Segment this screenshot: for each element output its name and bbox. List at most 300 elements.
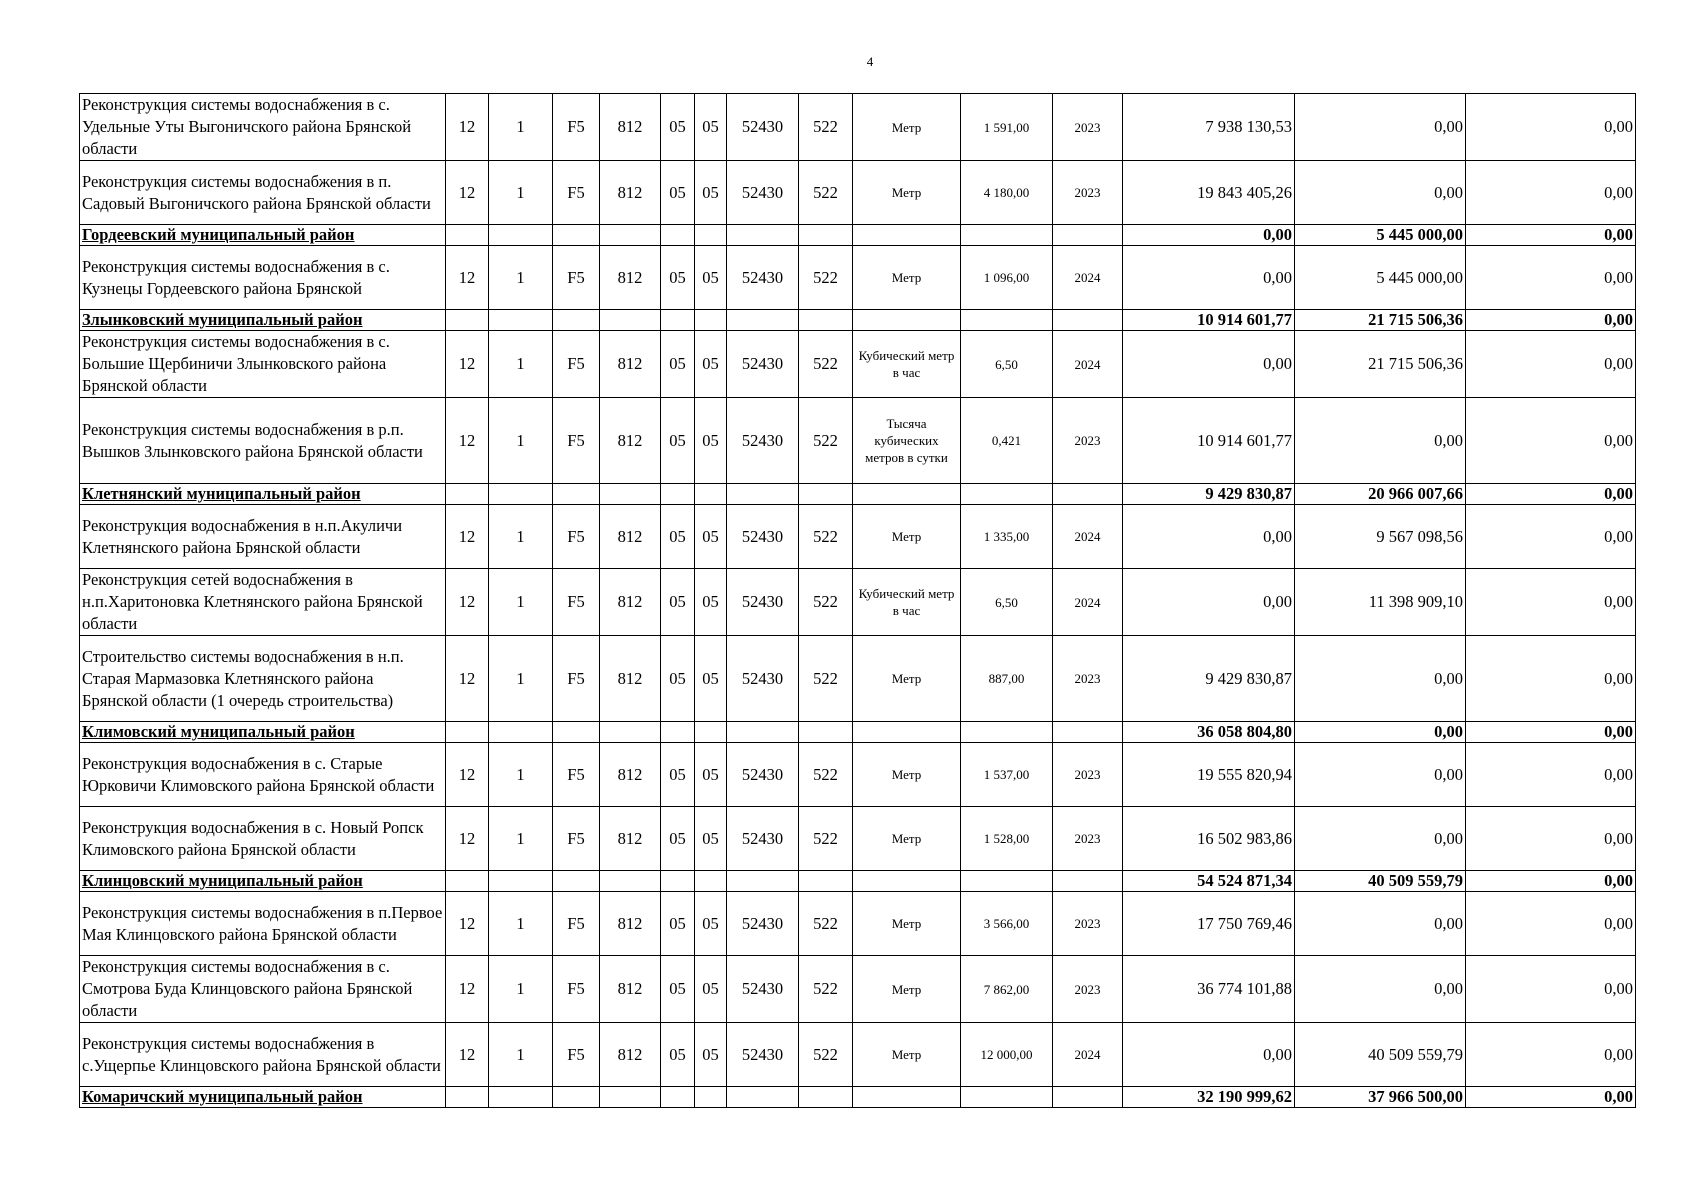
- code-cell: F5: [553, 161, 600, 225]
- code-cell: 05: [695, 892, 727, 956]
- code-cell: 812: [600, 1023, 661, 1087]
- amount-cell: 19 843 405,26: [1123, 161, 1295, 225]
- amount-cell: 0,00: [1466, 1087, 1636, 1108]
- code-cell: 522: [799, 246, 853, 310]
- code-cell: [695, 871, 727, 892]
- unit-cell: Метр: [853, 636, 961, 722]
- unit-cell: [853, 310, 961, 331]
- quantity-cell: [961, 722, 1053, 743]
- code-cell: [446, 722, 489, 743]
- amount-cell: 36 058 804,80: [1123, 722, 1295, 743]
- amount-cell: 0,00: [1295, 161, 1466, 225]
- amount-cell: 0,00: [1295, 743, 1466, 807]
- code-cell: [553, 871, 600, 892]
- amount-cell: 0,00: [1466, 956, 1636, 1023]
- code-cell: [446, 1087, 489, 1108]
- code-cell: [661, 310, 695, 331]
- quantity-cell: 3 566,00: [961, 892, 1053, 956]
- code-cell: [600, 871, 661, 892]
- code-cell: 05: [661, 94, 695, 161]
- code-cell: 05: [695, 743, 727, 807]
- code-cell: 812: [600, 807, 661, 871]
- quantity-cell: [961, 310, 1053, 331]
- code-cell: [489, 871, 553, 892]
- code-cell: 05: [661, 505, 695, 569]
- row-name-cell: Реконструкция водоснабжения в н.п.Акуличи Клетнянского района Брянской области: [80, 505, 446, 569]
- year-cell: 2024: [1053, 246, 1123, 310]
- amount-cell: 0,00: [1466, 807, 1636, 871]
- code-cell: 05: [661, 1023, 695, 1087]
- code-cell: 52430: [727, 398, 799, 484]
- section-total-row: [80, 484, 1636, 505]
- row-name-cell: Комаричский муниципальный район: [80, 1087, 446, 1108]
- amount-cell: 9 567 098,56: [1295, 505, 1466, 569]
- code-cell: 52430: [727, 807, 799, 871]
- table-row: [80, 1023, 1636, 1087]
- code-cell: 05: [661, 246, 695, 310]
- unit-cell: Метр: [853, 161, 961, 225]
- row-name-cell: Реконструкция водоснабжения в с. Новый Ропск Климовского района Брянской области: [80, 807, 446, 871]
- code-cell: 522: [799, 331, 853, 398]
- table-row: [80, 956, 1636, 1023]
- code-cell: 522: [799, 892, 853, 956]
- amount-cell: 21 715 506,36: [1295, 331, 1466, 398]
- code-cell: 52430: [727, 505, 799, 569]
- code-cell: 522: [799, 1023, 853, 1087]
- unit-cell: Метр: [853, 94, 961, 161]
- code-cell: 05: [695, 956, 727, 1023]
- year-cell: [1053, 310, 1123, 331]
- year-cell: 2023: [1053, 94, 1123, 161]
- code-cell: 52430: [727, 569, 799, 636]
- unit-cell: [853, 225, 961, 246]
- amount-cell: 5 445 000,00: [1295, 225, 1466, 246]
- code-cell: [799, 1087, 853, 1108]
- amount-cell: 0,00: [1466, 743, 1636, 807]
- year-cell: 2023: [1053, 956, 1123, 1023]
- row-name-cell: Реконструкция системы водоснабжения в с. Большие Щербиничи Злынковского района Брянской области: [80, 331, 446, 398]
- code-cell: 12: [446, 94, 489, 161]
- code-cell: 05: [661, 743, 695, 807]
- amount-cell: 0,00: [1466, 246, 1636, 310]
- code-cell: 05: [661, 569, 695, 636]
- unit-cell: Кубический метр в час: [853, 569, 961, 636]
- code-cell: 1: [489, 331, 553, 398]
- code-cell: [727, 871, 799, 892]
- code-cell: [489, 1087, 553, 1108]
- amount-cell: 36 774 101,88: [1123, 956, 1295, 1023]
- amount-cell: 0,00: [1466, 569, 1636, 636]
- code-cell: 05: [695, 246, 727, 310]
- code-cell: 522: [799, 161, 853, 225]
- code-cell: 12: [446, 956, 489, 1023]
- year-cell: [1053, 871, 1123, 892]
- code-cell: 12: [446, 398, 489, 484]
- code-cell: [661, 484, 695, 505]
- code-cell: [600, 225, 661, 246]
- code-cell: 52430: [727, 743, 799, 807]
- code-cell: 12: [446, 161, 489, 225]
- code-cell: 1: [489, 398, 553, 484]
- row-name-cell: Реконструкция системы водоснабжения в с.Ущерпье Клинцовского района Брянской области: [80, 1023, 446, 1087]
- amount-cell: 0,00: [1295, 807, 1466, 871]
- amount-cell: 0,00: [1295, 956, 1466, 1023]
- row-name-cell: Реконструкция сетей водоснабжения в н.п.Харитоновка Клетнянского района Брянской области: [80, 569, 446, 636]
- quantity-cell: 7 862,00: [961, 956, 1053, 1023]
- code-cell: 12: [446, 892, 489, 956]
- code-cell: [799, 310, 853, 331]
- code-cell: 812: [600, 505, 661, 569]
- code-cell: 52430: [727, 246, 799, 310]
- code-cell: 812: [600, 956, 661, 1023]
- row-name-cell: Реконструкция системы водоснабжения в р.п. Вышков Злынковского района Брянской области: [80, 398, 446, 484]
- code-cell: F5: [553, 1023, 600, 1087]
- amount-cell: 0,00: [1466, 871, 1636, 892]
- code-cell: 1: [489, 1023, 553, 1087]
- amount-cell: 0,00: [1466, 722, 1636, 743]
- quantity-cell: 6,50: [961, 569, 1053, 636]
- code-cell: [799, 225, 853, 246]
- amount-cell: 54 524 871,34: [1123, 871, 1295, 892]
- budget-table: [79, 93, 1636, 1108]
- table-row: [80, 398, 1636, 484]
- code-cell: [553, 484, 600, 505]
- table-row: [80, 246, 1636, 310]
- year-cell: [1053, 722, 1123, 743]
- section-total-row: [80, 225, 1636, 246]
- code-cell: 05: [695, 161, 727, 225]
- code-cell: [489, 484, 553, 505]
- code-cell: 52430: [727, 161, 799, 225]
- code-cell: 05: [695, 807, 727, 871]
- year-cell: 2024: [1053, 505, 1123, 569]
- code-cell: [600, 1087, 661, 1108]
- year-cell: [1053, 484, 1123, 505]
- code-cell: [553, 310, 600, 331]
- amount-cell: 40 509 559,79: [1295, 871, 1466, 892]
- section-total-row: [80, 722, 1636, 743]
- table-row: [80, 892, 1636, 956]
- amount-cell: 0,00: [1466, 892, 1636, 956]
- code-cell: [695, 484, 727, 505]
- code-cell: 12: [446, 569, 489, 636]
- amount-cell: 32 190 999,62: [1123, 1087, 1295, 1108]
- code-cell: [661, 871, 695, 892]
- amount-cell: 9 429 830,87: [1123, 484, 1295, 505]
- row-name-cell: Реконструкция водоснабжения в с. Старые Юрковичи Климовского района Брянской области: [80, 743, 446, 807]
- code-cell: 05: [695, 331, 727, 398]
- code-cell: 812: [600, 161, 661, 225]
- code-cell: 05: [661, 161, 695, 225]
- code-cell: 12: [446, 505, 489, 569]
- code-cell: 1: [489, 246, 553, 310]
- row-name-cell: Реконструкция системы водоснабжения в п. Садовый Выгоничского района Брянской области: [80, 161, 446, 225]
- code-cell: [661, 722, 695, 743]
- code-cell: 52430: [727, 1023, 799, 1087]
- code-cell: 05: [695, 94, 727, 161]
- code-cell: F5: [553, 505, 600, 569]
- quantity-cell: 1 528,00: [961, 807, 1053, 871]
- code-cell: [727, 484, 799, 505]
- code-cell: 52430: [727, 331, 799, 398]
- code-cell: [799, 484, 853, 505]
- code-cell: 522: [799, 505, 853, 569]
- amount-cell: 19 555 820,94: [1123, 743, 1295, 807]
- row-name-cell: Реконструкция системы водоснабжения в с. Смотрова Буда Клинцовского района Брянской области: [80, 956, 446, 1023]
- code-cell: 05: [695, 636, 727, 722]
- code-cell: [661, 225, 695, 246]
- code-cell: [727, 722, 799, 743]
- code-cell: 05: [661, 636, 695, 722]
- year-cell: 2023: [1053, 636, 1123, 722]
- table-row: [80, 331, 1636, 398]
- code-cell: 522: [799, 807, 853, 871]
- amount-cell: 5 445 000,00: [1295, 246, 1466, 310]
- code-cell: 522: [799, 569, 853, 636]
- code-cell: 1: [489, 505, 553, 569]
- row-name-cell: Клетнянский муниципальный район: [80, 484, 446, 505]
- code-cell: [446, 871, 489, 892]
- quantity-cell: 1 096,00: [961, 246, 1053, 310]
- quantity-cell: [961, 484, 1053, 505]
- code-cell: 12: [446, 807, 489, 871]
- code-cell: 812: [600, 331, 661, 398]
- code-cell: 05: [695, 1023, 727, 1087]
- unit-cell: [853, 484, 961, 505]
- amount-cell: 17 750 769,46: [1123, 892, 1295, 956]
- unit-cell: Кубический метр в час: [853, 331, 961, 398]
- code-cell: 812: [600, 94, 661, 161]
- unit-cell: [853, 871, 961, 892]
- code-cell: 12: [446, 743, 489, 807]
- code-cell: 05: [661, 398, 695, 484]
- code-cell: 522: [799, 636, 853, 722]
- code-cell: 12: [446, 246, 489, 310]
- amount-cell: 0,00: [1466, 225, 1636, 246]
- code-cell: 1: [489, 743, 553, 807]
- code-cell: 05: [695, 398, 727, 484]
- code-cell: [799, 722, 853, 743]
- year-cell: 2023: [1053, 743, 1123, 807]
- amount-cell: 0,00: [1466, 1023, 1636, 1087]
- amount-cell: 11 398 909,10: [1295, 569, 1466, 636]
- amount-cell: 0,00: [1123, 505, 1295, 569]
- amount-cell: 0,00: [1466, 636, 1636, 722]
- row-name-cell: Гордеевский муниципальный район: [80, 225, 446, 246]
- code-cell: [799, 871, 853, 892]
- code-cell: [727, 225, 799, 246]
- year-cell: 2023: [1053, 161, 1123, 225]
- code-cell: 812: [600, 569, 661, 636]
- amount-cell: 0,00: [1466, 398, 1636, 484]
- code-cell: F5: [553, 743, 600, 807]
- amount-cell: 10 914 601,77: [1123, 398, 1295, 484]
- code-cell: 1: [489, 161, 553, 225]
- amount-cell: 0,00: [1123, 331, 1295, 398]
- code-cell: 1: [489, 636, 553, 722]
- unit-cell: Метр: [853, 807, 961, 871]
- quantity-cell: 1 335,00: [961, 505, 1053, 569]
- quantity-cell: 887,00: [961, 636, 1053, 722]
- code-cell: F5: [553, 94, 600, 161]
- code-cell: [695, 225, 727, 246]
- table-row: [80, 743, 1636, 807]
- code-cell: 05: [661, 807, 695, 871]
- code-cell: 52430: [727, 956, 799, 1023]
- row-name-cell: Строительство системы водоснабжения в н.п. Старая Мармазовка Клетнянского района Брянской области (1 очередь строительства): [80, 636, 446, 722]
- code-cell: 52430: [727, 892, 799, 956]
- code-cell: [489, 225, 553, 246]
- code-cell: [600, 484, 661, 505]
- row-name-cell: Реконструкция системы водоснабжения в п.Первое Мая Клинцовского района Брянской области: [80, 892, 446, 956]
- code-cell: [446, 225, 489, 246]
- section-total-row: [80, 310, 1636, 331]
- code-cell: 1: [489, 956, 553, 1023]
- code-cell: 05: [661, 331, 695, 398]
- code-cell: 812: [600, 743, 661, 807]
- code-cell: 1: [489, 94, 553, 161]
- amount-cell: 0,00: [1123, 225, 1295, 246]
- code-cell: 1: [489, 807, 553, 871]
- code-cell: [727, 310, 799, 331]
- quantity-cell: [961, 1087, 1053, 1108]
- year-cell: [1053, 1087, 1123, 1108]
- code-cell: F5: [553, 331, 600, 398]
- unit-cell: Метр: [853, 505, 961, 569]
- unit-cell: Метр: [853, 1023, 961, 1087]
- code-cell: [489, 310, 553, 331]
- code-cell: 812: [600, 636, 661, 722]
- quantity-cell: [961, 225, 1053, 246]
- amount-cell: 9 429 830,87: [1123, 636, 1295, 722]
- code-cell: F5: [553, 246, 600, 310]
- code-cell: 1: [489, 892, 553, 956]
- code-cell: 05: [695, 569, 727, 636]
- row-name-cell: Климовский муниципальный район: [80, 722, 446, 743]
- unit-cell: Метр: [853, 956, 961, 1023]
- section-total-row: [80, 1087, 1636, 1108]
- code-cell: F5: [553, 892, 600, 956]
- quantity-cell: 1 537,00: [961, 743, 1053, 807]
- code-cell: 522: [799, 743, 853, 807]
- code-cell: 812: [600, 398, 661, 484]
- code-cell: [695, 722, 727, 743]
- amount-cell: 0,00: [1466, 331, 1636, 398]
- code-cell: [446, 484, 489, 505]
- code-cell: 52430: [727, 94, 799, 161]
- code-cell: F5: [553, 636, 600, 722]
- row-name-cell: Реконструкция системы водоснабжения в с. Удельные Уты Выгоничского района Брянской области: [80, 94, 446, 161]
- amount-cell: 7 938 130,53: [1123, 94, 1295, 161]
- code-cell: F5: [553, 956, 600, 1023]
- table-row: [80, 161, 1636, 225]
- amount-cell: 0,00: [1123, 569, 1295, 636]
- code-cell: 522: [799, 94, 853, 161]
- unit-cell: Тысяча кубических метров в сутки: [853, 398, 961, 484]
- code-cell: 812: [600, 246, 661, 310]
- code-cell: 522: [799, 956, 853, 1023]
- code-cell: F5: [553, 569, 600, 636]
- amount-cell: 0,00: [1466, 310, 1636, 331]
- code-cell: [727, 1087, 799, 1108]
- code-cell: 12: [446, 331, 489, 398]
- year-cell: 2024: [1053, 331, 1123, 398]
- table-row: [80, 505, 1636, 569]
- amount-cell: 37 966 500,00: [1295, 1087, 1466, 1108]
- year-cell: 2023: [1053, 807, 1123, 871]
- unit-cell: [853, 722, 961, 743]
- code-cell: 05: [661, 956, 695, 1023]
- code-cell: F5: [553, 398, 600, 484]
- code-cell: 522: [799, 398, 853, 484]
- code-cell: 05: [695, 505, 727, 569]
- year-cell: [1053, 225, 1123, 246]
- amount-cell: 0,00: [1123, 246, 1295, 310]
- quantity-cell: 4 180,00: [961, 161, 1053, 225]
- quantity-cell: 1 591,00: [961, 94, 1053, 161]
- quantity-cell: 12 000,00: [961, 1023, 1053, 1087]
- quantity-cell: 0,421: [961, 398, 1053, 484]
- code-cell: [553, 722, 600, 743]
- code-cell: [695, 310, 727, 331]
- code-cell: [553, 225, 600, 246]
- row-name-cell: Клинцовский муниципальный район: [80, 871, 446, 892]
- amount-cell: 0,00: [1295, 94, 1466, 161]
- code-cell: [446, 310, 489, 331]
- amount-cell: 0,00: [1466, 505, 1636, 569]
- row-name-cell: Злынковский муниципальный район: [80, 310, 446, 331]
- table-row: [80, 94, 1636, 161]
- code-cell: 1: [489, 569, 553, 636]
- unit-cell: Метр: [853, 743, 961, 807]
- quantity-cell: [961, 871, 1053, 892]
- code-cell: [695, 1087, 727, 1108]
- year-cell: 2024: [1053, 569, 1123, 636]
- quantity-cell: 6,50: [961, 331, 1053, 398]
- table-body: [80, 94, 1636, 1108]
- unit-cell: Метр: [853, 892, 961, 956]
- amount-cell: 21 715 506,36: [1295, 310, 1466, 331]
- amount-cell: 0,00: [1295, 892, 1466, 956]
- code-cell: [600, 722, 661, 743]
- amount-cell: 0,00: [1466, 161, 1636, 225]
- amount-cell: 40 509 559,79: [1295, 1023, 1466, 1087]
- year-cell: 2023: [1053, 398, 1123, 484]
- code-cell: [553, 1087, 600, 1108]
- page-number: 4: [866, 54, 874, 69]
- code-cell: [489, 722, 553, 743]
- amount-cell: 0,00: [1123, 1023, 1295, 1087]
- amount-cell: 16 502 983,86: [1123, 807, 1295, 871]
- year-cell: 2023: [1053, 892, 1123, 956]
- code-cell: [600, 310, 661, 331]
- code-cell: [661, 1087, 695, 1108]
- code-cell: 812: [600, 892, 661, 956]
- code-cell: 12: [446, 1023, 489, 1087]
- section-total-row: [80, 871, 1636, 892]
- amount-cell: 0,00: [1295, 722, 1466, 743]
- amount-cell: 10 914 601,77: [1123, 310, 1295, 331]
- table-row: [80, 636, 1636, 722]
- code-cell: 52430: [727, 636, 799, 722]
- code-cell: 12: [446, 636, 489, 722]
- unit-cell: [853, 1087, 961, 1108]
- code-cell: F5: [553, 807, 600, 871]
- table-row: [80, 569, 1636, 636]
- year-cell: 2024: [1053, 1023, 1123, 1087]
- unit-cell: Метр: [853, 246, 961, 310]
- amount-cell: 0,00: [1466, 94, 1636, 161]
